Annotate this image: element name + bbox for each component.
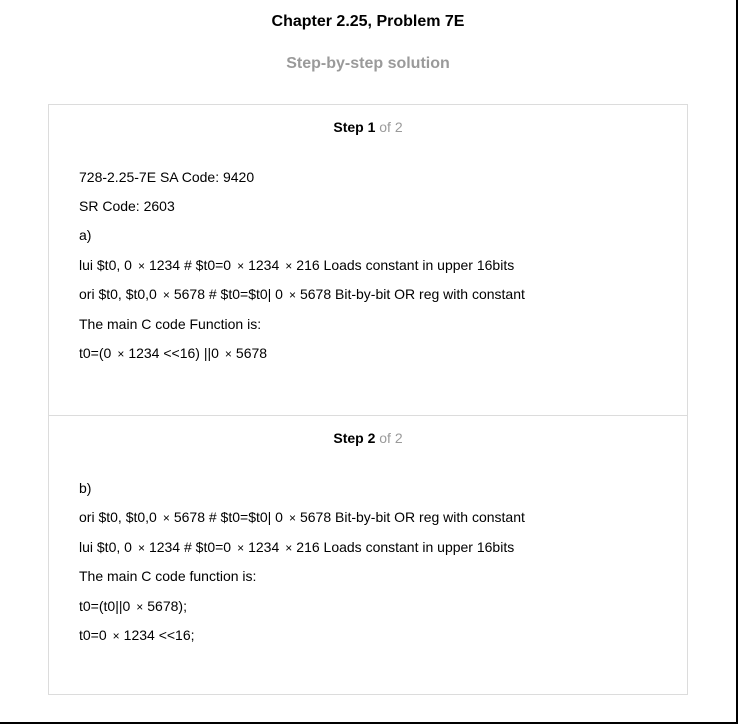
- ori-text-1: ori $t0, $t0,0: [79, 286, 157, 302]
- ori-text-2: 5678 # $t0=$t0| 0: [173, 286, 283, 302]
- expr-text-1: t0=(0: [79, 345, 112, 361]
- step-2-part-b: b): [79, 480, 92, 496]
- step-1-ori-line: [79, 285, 525, 304]
- times-symbol: ×: [237, 259, 245, 273]
- expr-text-3: 5678: [235, 345, 268, 361]
- times-symbol: ×: [112, 629, 120, 643]
- times-symbol: ×: [285, 259, 293, 273]
- expr2-text-1: t0=0: [79, 627, 107, 643]
- times-symbol: ×: [285, 541, 293, 555]
- expr1-text-2: 5678);: [147, 598, 187, 614]
- solution-card: [48, 104, 688, 695]
- step-2-count: of 2: [379, 430, 403, 446]
- step-1-header: [49, 118, 687, 136]
- ori-text-3: 5678 Bit-by-bit OR reg with constant: [299, 286, 525, 302]
- times-symbol: ×: [288, 511, 296, 525]
- page-title: Chapter 2.25, Problem 7E: [271, 13, 465, 30]
- lui-text-4: 216 Loads constant in upper 16bits: [296, 257, 515, 273]
- step-2-header: [49, 429, 687, 447]
- lui-text-1: lui $t0, 0: [79, 257, 132, 273]
- times-symbol: ×: [237, 541, 245, 555]
- lui-text-4: 216 Loads constant in upper 16bits: [296, 539, 515, 555]
- lui-text-2: 1234 # $t0=0: [148, 539, 232, 555]
- lui-text-3: 1234: [248, 257, 280, 273]
- page-subtitle: Step-by-step solution: [286, 55, 450, 72]
- step-2-ori-line: [79, 508, 525, 527]
- times-symbol: ×: [288, 288, 296, 302]
- ori-text-1: ori $t0, $t0,0: [79, 509, 157, 525]
- lui-text-2: 1234 # $t0=0: [148, 257, 232, 273]
- step-2-section: [49, 416, 687, 694]
- step-2-expression-1: [79, 597, 187, 616]
- step-1-expression: [79, 344, 267, 363]
- expr1-text-1: t0=(t0||0: [79, 598, 131, 614]
- step-1-part-a: a): [79, 227, 92, 243]
- times-symbol: ×: [136, 600, 144, 614]
- step-1-label: Step 1: [333, 119, 376, 135]
- step-1-code-line: 728-2.25-7E SA Code: 9420: [79, 169, 255, 185]
- step-1-count: of 2: [379, 119, 403, 135]
- times-symbol: ×: [137, 259, 145, 273]
- step-1-section: [49, 105, 687, 415]
- step-1-main-text: The main C code Function is:: [79, 316, 262, 332]
- step-1-sr-code-line: SR Code: 2603: [79, 198, 175, 214]
- times-symbol: ×: [162, 511, 170, 525]
- lui-text-1: lui $t0, 0: [79, 539, 132, 555]
- expr2-text-2: 1234 <<16;: [123, 627, 195, 643]
- times-symbol: ×: [117, 347, 125, 361]
- step-2-main-text: The main C code function is:: [79, 568, 257, 584]
- times-symbol: ×: [224, 347, 232, 361]
- expr-text-2: 1234 <<16) ||0: [128, 345, 219, 361]
- lui-text-3: 1234: [248, 539, 280, 555]
- ori-text-2: 5678 # $t0=$t0| 0: [173, 509, 283, 525]
- times-symbol: ×: [162, 288, 170, 302]
- step-1-lui-line: [79, 256, 514, 275]
- times-symbol: ×: [137, 541, 145, 555]
- step-2-label: Step 2: [333, 430, 376, 446]
- step-2-lui-line: [79, 538, 514, 557]
- ori-text-3: 5678 Bit-by-bit OR reg with constant: [299, 509, 525, 525]
- step-2-expression-2: [79, 626, 195, 645]
